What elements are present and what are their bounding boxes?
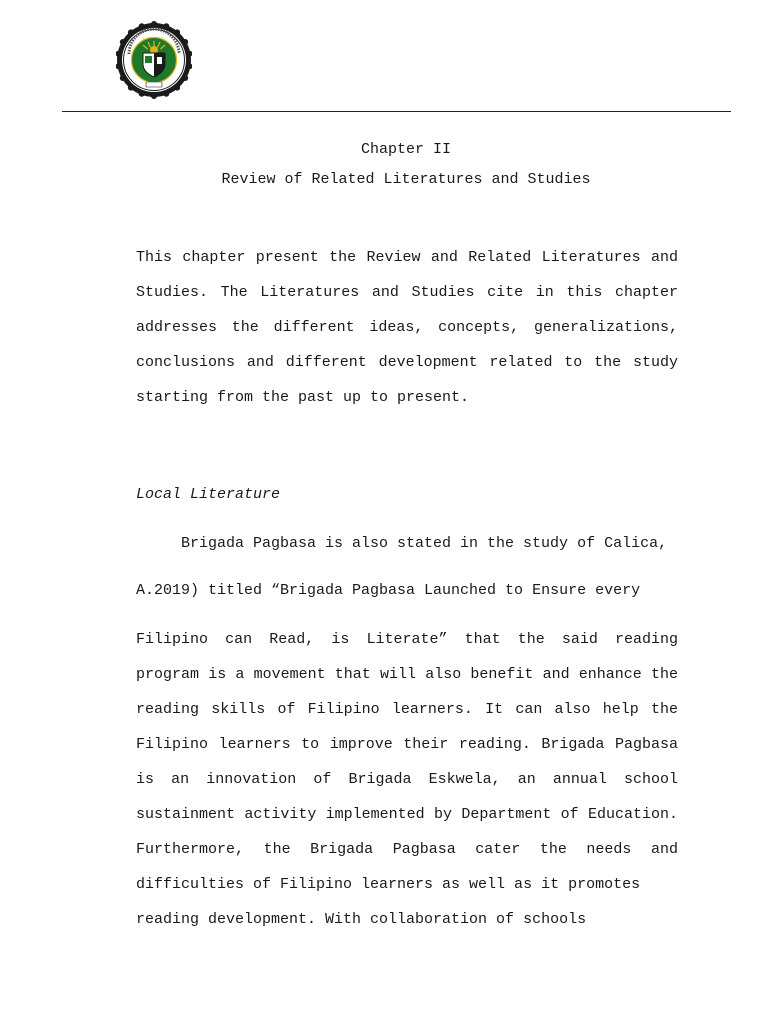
local-literature-last-line: reading development. With collaboration of schools	[136, 911, 587, 928]
paragraph-line-2: A.2019) titled “Brigada Pagbasa Launched to Ensure every	[136, 582, 641, 599]
chapter-title: Review of Related Literatures and Studies	[221, 171, 591, 188]
intro-paragraph: This chapter present the Review and Related Literatures and Studies. The Literatures and Studies cite in this chapter addresses the different ideas, concepts, generalizations, conclusions and different development related to the study starting from the past up to present.	[136, 249, 678, 406]
local-literature-paragraph	[136, 622, 678, 937]
header-divider	[62, 111, 731, 112]
section-heading-local-literature: Local Literature	[136, 486, 281, 503]
paragraph-line-1: Brigada Pagbasa is also stated in the study of Calica,	[181, 535, 668, 552]
local-literature-body: Filipino can Read, is Literate” that the said reading program is a movement that will also benefit and enhance the reading skills of Filipino learners. It can also help the Filipino learners to improve their reading. Brigada Pagbasa is an innovation of Brigada Eskwela, an annual school sustainment activity implemented by Department of Education. Furthermore, the Brigada Pagbasa cater the needs and difficulties of Filipino learners as well as it promotes	[136, 631, 678, 893]
college-seal-icon	[116, 21, 192, 99]
chapter-number: Chapter II	[360, 141, 451, 158]
